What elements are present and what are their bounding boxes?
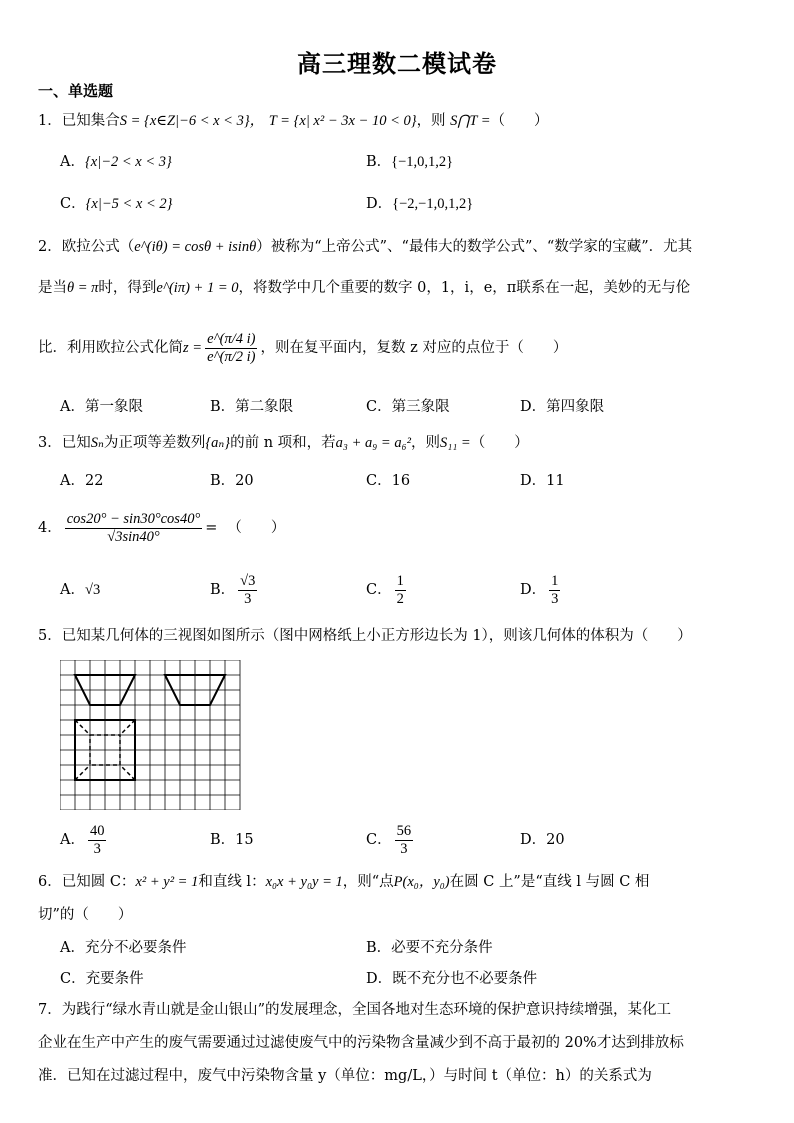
q6-option-c[interactable]: C．充要条件 [60, 971, 144, 987]
question-1-stem: 1．已知集合S = {x∈Z|−6 < x < 3}， T = {x| x² − 3x − 10 < 0}，则 S⋂T =（ ） [38, 113, 549, 129]
q5-option-c[interactable]: C． $\frac{56}{3}$ [366, 822, 412, 857]
q2-option-a[interactable]: A．第一象限 [60, 399, 143, 415]
question-4-stem: 4． $\frac{\cos 20^\circ - \sin 30^\circ\cos 40^\circ}{√3\sin 40^\circ}$ = （ ） [38, 510, 286, 545]
page-title: 高三理数二模试卷 [297, 50, 497, 78]
q3-option-d[interactable]: D．11 [520, 473, 565, 489]
q3-option-c[interactable]: C．16 [366, 473, 411, 489]
q3-option-a[interactable]: A．22 [60, 473, 104, 489]
question-2-line-2: 是当θ = π时，得到e^(iπ) + 1 = 0，将数学中几个重要的数字 0，1，i，e，π联系在一起，美妙的无与伦 [38, 280, 691, 296]
q2-option-b[interactable]: B．第二象限 [210, 399, 294, 415]
question-7-line-3: 准．已知在过滤过程中，废气中污染物含量 y（单位：mg/L，）与时间 t（单位：h）的关系式为 [38, 1068, 652, 1084]
q1-option-c[interactable]: C．{x|−5 < x < 2} [60, 196, 173, 212]
q4-option-b[interactable]: B． $\frac{√3}{3}$ [210, 572, 256, 607]
question-6-line-2: 切”的（ ） [38, 907, 133, 923]
q5-option-b[interactable]: B． 15 [210, 832, 254, 848]
question-2-line-3: 比．利用欧拉公式化简 z = $\frac{e\^{}(\pi/4 i)}{e\^{}(\pi/2 i)}$ ，则在复平面内，复数 z 对应的点位于（ ） [38, 330, 568, 365]
question-7-line-2: 企业在生产中产生的废气需要通过过滤使废气中的污染物含量减少到不高于最初的 20%才达到排放标 [38, 1035, 684, 1051]
q1-option-b[interactable]: B．{−1,0,1,2} [366, 154, 454, 170]
q6-option-b[interactable]: B．必要不充分条件 [366, 940, 493, 956]
q4-option-d[interactable]: D． $\frac{1}{3}$ [520, 572, 559, 607]
question-5-stem: 5．已知某几何体的三视图如图所示（图中网格纸上小正方形边长为 1），则该几何体的体积为（ ） [38, 628, 692, 644]
question-2-line-1: 2．欧拉公式（e^(iθ) = cosθ + isinθ）被称为“上帝公式”、“最伟大的数学公式”、“数学家的宝藏”．尤其 [38, 239, 693, 255]
q6-option-a[interactable]: A．充分不必要条件 [60, 940, 187, 956]
q1-option-d[interactable]: D．{−2,−1,0,1,2} [366, 196, 474, 212]
question-3-stem: 3．已知Sₙ为正项等差数列{aₙ}的前 n 项和，若a₃ + a₉ = a₆²，则S₁₁ =（ ） [38, 435, 529, 451]
q1-option-a[interactable]: A．{x|−2 < x < 3} [60, 154, 172, 170]
q5-option-a[interactable]: A． $\frac{40}{3}$ [60, 822, 105, 857]
q2-fraction: $\frac{e\^{}(\pi/4 i)}{e\^{}(\pi/2 i)}$ [207, 330, 256, 365]
q4-fraction: $\frac{\cos 20^\circ - \sin 30^\circ\cos 40^\circ}{√3\sin 40^\circ}$ [66, 510, 201, 545]
q4-option-c[interactable]: C． $\frac{1}{2}$ [366, 572, 404, 607]
section-heading: 一、单选题 [38, 82, 114, 100]
three-view-grid-figure [60, 660, 245, 810]
question-7-line-1: 7．为践行“绿水青山就是金山银山”的发展理念，全国各地对生态环境的保护意识持续增强，某化工 [38, 1002, 672, 1018]
q2-option-d[interactable]: D．第四象限 [520, 399, 605, 415]
q3-option-b[interactable]: B．20 [210, 473, 254, 489]
q2-option-c[interactable]: C．第三象限 [366, 399, 450, 415]
q4-option-a[interactable]: A． √3 [60, 582, 101, 598]
q5-option-d[interactable]: D． 20 [520, 832, 565, 848]
q6-option-d[interactable]: D．既不充分也不必要条件 [366, 971, 538, 987]
question-6-line-1: 6．已知圆 C：x² + y² = 1和直线 l：x₀x + y₀y = 1，则“点P(x₀，y₀)在圆 C 上”是“直线 l 与圆 C 相 [38, 874, 650, 890]
